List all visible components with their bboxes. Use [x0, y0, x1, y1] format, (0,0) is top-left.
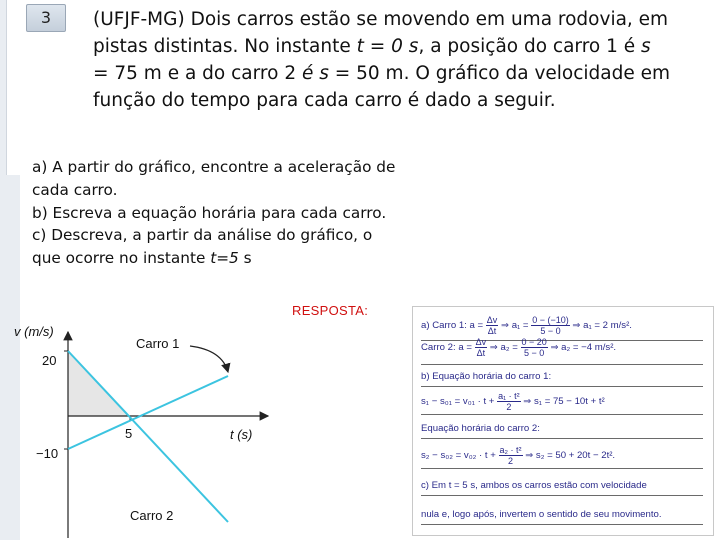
- answer-rule: [421, 524, 703, 525]
- x-axis-label: t (s): [230, 427, 253, 442]
- question-e-s2: é s: [301, 63, 329, 84]
- question-prefix: (UFJF-MG) Dois carros estão se movendo em uma rodovia, em pistas distintas. No instante: [93, 9, 669, 57]
- answer-b-title2: Equação horária do carro 2:: [421, 423, 540, 434]
- answer-a-carro1: a) Carro 1: a = $\frac{\Delta v}{\Delta t}$ ⇒ a₁ = $\frac{0 - (-10)}{5 - 0}$ ⇒ a₁ = 2 m/s².: [421, 315, 632, 336]
- carro2-line: [68, 351, 228, 522]
- answer-a-carro2: Carro 2: a = $\frac{\Delta v}{\Delta t}$ ⇒ a₂ = $\frac{0 - 20}{5 - 0}$ ⇒ a₂ = −4 m/s².: [421, 337, 617, 358]
- question-s1-value: = 75 m e a do carro 2: [93, 63, 302, 84]
- answer-box: [412, 306, 714, 536]
- answer-rule: [421, 438, 703, 439]
- answer-rule: [421, 364, 703, 365]
- item-a: a) A partir do gráfico, encontre a aceleração de cada carro.: [32, 158, 396, 199]
- question-mid: , a posição do carro 1 é: [418, 36, 642, 57]
- y-axis-label: v (m/s): [14, 324, 54, 339]
- question-items: [32, 156, 402, 270]
- carro1-pointer-arrow: [190, 346, 228, 372]
- answer-rule: [421, 468, 703, 469]
- item-b: b) Escreva a equação horária para cada carro.: [32, 203, 387, 222]
- question-s2-value: = 50 m. O gráfico da velocidade em função do tempo para cada carro é dado a seguir.: [93, 63, 671, 111]
- answer-rule: [421, 414, 703, 415]
- question-number-badge: 3: [26, 4, 66, 32]
- tick-minus10-label: −10: [36, 446, 59, 461]
- carro2-label: Carro 2: [130, 508, 174, 523]
- answer-b-eq2: s₂ − s₀₂ = v₀₂ · t + $\frac{\text{a₂ · t²}}{2}$ ⇒ s₂ = 50 + 20t − 2t².: [421, 445, 616, 466]
- answer-c-line1: c) Em t = 5 s, ambos os carros estão com velocidade: [421, 480, 647, 491]
- answer-rule: [421, 386, 703, 387]
- tick-20-label: 20: [42, 353, 57, 368]
- question-text: [93, 6, 713, 114]
- answer-b-title: b) Equação horária do carro 1:: [421, 371, 552, 382]
- velocity-time-graph: [0, 318, 300, 540]
- item-c: c) Descreva, a partir da análise do gráfico, o que ocorre no instante t=5 s: [32, 226, 373, 268]
- tick-5-label: 5: [125, 426, 133, 441]
- resposta-label: RESPOSTA:: [292, 303, 369, 318]
- answer-b-eq1: s₁ − s₀₁ = v₀₁ · t + $\frac{\text{a₁ · t²}}{2}$ ⇒ s₁ = 75 − 10t + t²: [421, 391, 605, 412]
- answer-rule: [421, 495, 703, 496]
- question-s1: s: [641, 36, 651, 57]
- carro1-label: Carro 1: [136, 336, 180, 351]
- left-side-bar-highlight: [6, 0, 21, 175]
- answer-c-line2: nula e, logo após, invertem o sentido de seu movimento.: [421, 509, 662, 520]
- question-t-zero: t = 0 s: [356, 36, 419, 57]
